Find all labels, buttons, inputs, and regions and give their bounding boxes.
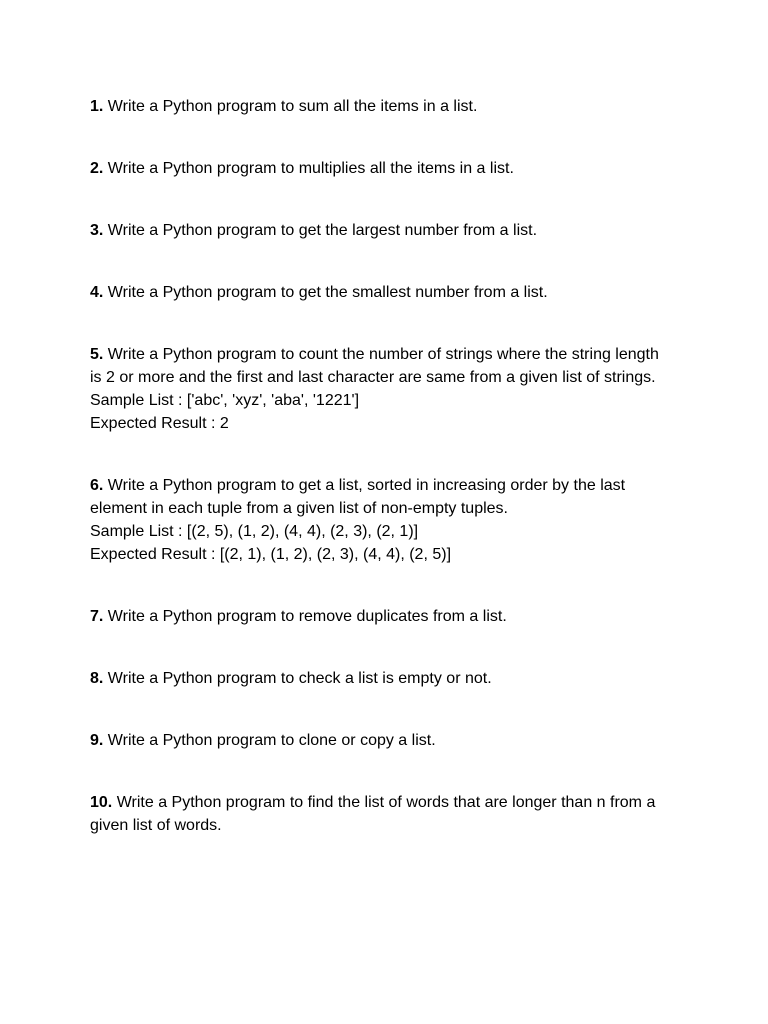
exercise-text: Write a Python program to find the list of words that are longer than n from a	[116, 794, 656, 811]
exercise-line	[90, 157, 690, 180]
exercise-number: 1.	[90, 98, 104, 115]
exercise-text-continued: given list of words.	[90, 817, 222, 834]
exercise-item	[90, 281, 690, 304]
exercise-line	[90, 729, 690, 752]
expected-result: Expected Result : [(2, 1), (1, 2), (2, 3), (4, 4), (2, 5)]	[90, 546, 452, 563]
sample-list: Sample List : ['abc', 'xyz', 'aba', '1221']	[90, 392, 360, 409]
sample-list: Sample List : [(2, 5), (1, 2), (4, 4), (2, 3), (2, 1)]	[90, 523, 419, 540]
exercise-text: Write a Python program to get the largest number from a list.	[107, 222, 538, 239]
exercise-number: 9.	[90, 732, 104, 749]
exercise-line	[90, 791, 690, 814]
exercise-number: 7.	[90, 608, 104, 625]
exercise-line	[90, 219, 690, 242]
exercise-item	[90, 667, 690, 690]
exercise-line	[90, 281, 690, 304]
exercise-number: 6.	[90, 477, 104, 494]
expected-result: Expected Result : 2	[90, 415, 229, 432]
exercise-item	[90, 343, 690, 435]
exercise-number: 2.	[90, 160, 104, 177]
exercise-number: 5.	[90, 346, 104, 363]
exercise-item	[90, 95, 690, 118]
exercise-text: Write a Python program to clone or copy a list.	[107, 732, 436, 749]
exercise-item	[90, 474, 690, 566]
exercise-document	[90, 95, 690, 876]
exercise-line	[90, 343, 690, 366]
exercise-text: Write a Python program to get a list, sorted in increasing order by the last	[107, 477, 626, 494]
exercise-number: 3.	[90, 222, 104, 239]
exercise-item	[90, 729, 690, 752]
exercise-item	[90, 157, 690, 180]
exercise-line	[90, 667, 690, 690]
exercise-text: Write a Python program to count the number of strings where the string length	[107, 346, 659, 363]
exercise-item	[90, 791, 690, 837]
exercise-text: Write a Python program to get the smallest number from a list.	[107, 284, 548, 301]
exercise-number: 10.	[90, 794, 113, 811]
exercise-item	[90, 219, 690, 242]
exercise-text: Write a Python program to sum all the items in a list.	[107, 98, 478, 115]
exercise-text: Write a Python program to check a list is empty or not.	[107, 670, 492, 687]
exercise-text-continued: is 2 or more and the first and last character are same from a given list of strings.	[90, 369, 656, 386]
exercise-text-continued: element in each tuple from a given list of non-empty tuples.	[90, 500, 508, 517]
exercise-line	[90, 605, 690, 628]
exercise-line	[90, 95, 690, 118]
exercise-line	[90, 474, 690, 497]
exercise-item	[90, 605, 690, 628]
exercise-number: 4.	[90, 284, 104, 301]
exercise-text: Write a Python program to multiplies all the items in a list.	[107, 160, 514, 177]
exercise-text: Write a Python program to remove duplicates from a list.	[107, 608, 507, 625]
exercise-number: 8.	[90, 670, 104, 687]
